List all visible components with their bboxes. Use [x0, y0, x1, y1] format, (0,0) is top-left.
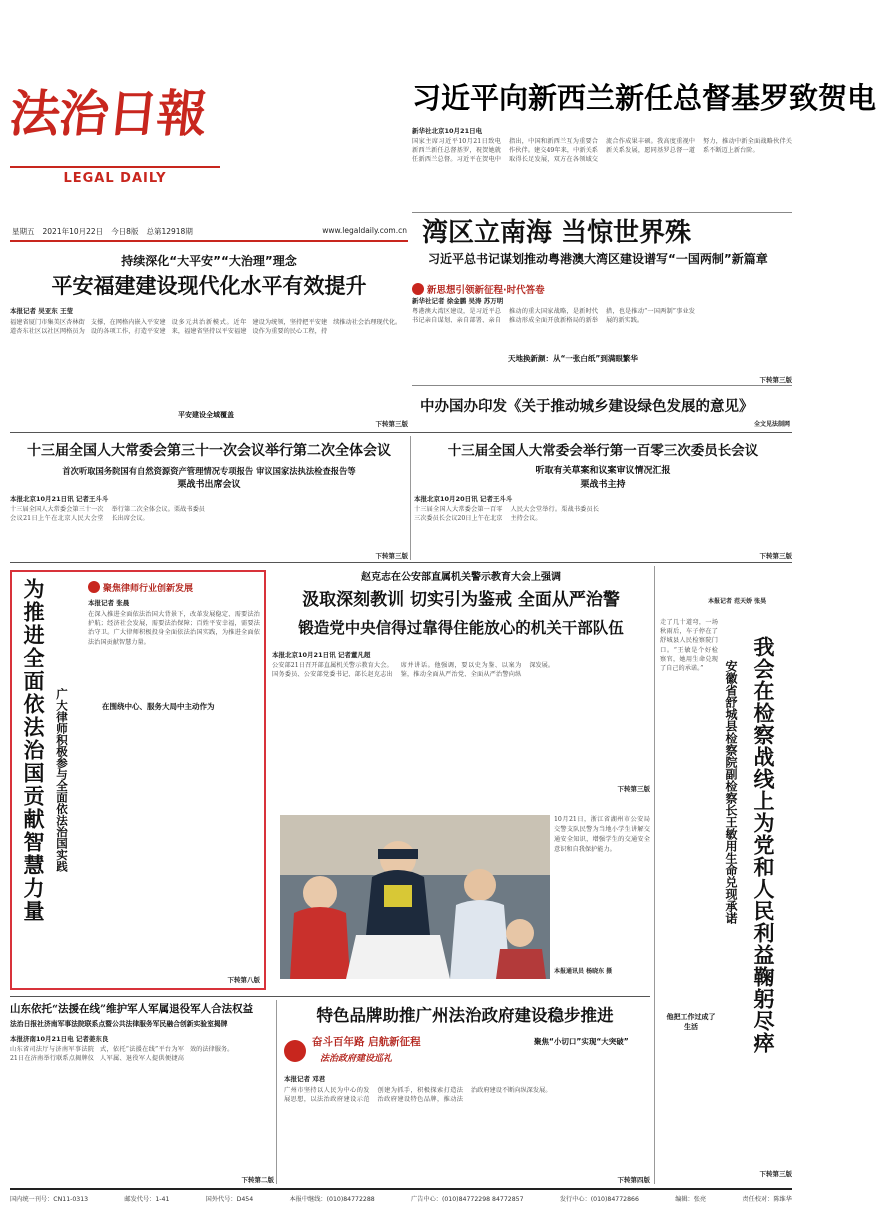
- npc2-more[interactable]: 下转第三版: [759, 552, 792, 560]
- footer-cn: 国内统一刊号：CN11-0313: [10, 1196, 89, 1203]
- lawyers-series: [88, 576, 264, 592]
- npc1-article: [10, 438, 408, 560]
- photo-credit: 本报通讯员 杨晓东 摄: [554, 968, 613, 975]
- pingan-more[interactable]: 下转第三版: [375, 420, 408, 428]
- prosecutor-section: 他把工作过成了生活: [666, 1013, 716, 1031]
- masthead-info: [12, 226, 407, 240]
- guangzhou-more[interactable]: 下转第四版: [617, 1176, 650, 1184]
- bay-byline: 新华社记者 徐金鹏 吴涛 苏万明: [412, 297, 504, 305]
- lawyers-section: 在围绕中心、服务大局中主动作为: [102, 702, 215, 711]
- npc2-dateline: 本报北京10月20日讯 记者王斗斗: [414, 495, 513, 503]
- lawyers-more[interactable]: 下转第八版: [227, 976, 260, 984]
- page-count: 今日8版: [111, 227, 139, 236]
- footer-post: 邮发代号：1-41: [124, 1196, 170, 1203]
- lawyers-headline[interactable]: 为推进全面依法治国贡献智慧力量: [21, 578, 46, 923]
- news-photo: [280, 815, 550, 979]
- masthead-logo: [6, 58, 220, 196]
- zhao-body: 公安部21日召开部直属机关警示教育大会。国务委员、公安部党委书记、部长赵克志出席并讲话。他强调，要以史为鉴、以案为鉴，推动全面从严治党、全面从严治警向纵深发展。: [272, 662, 555, 679]
- footer: [10, 1194, 792, 1208]
- npc1-headline[interactable]: 十三届全国人大常委会第三十一次会议举行第二次全体会议: [27, 443, 391, 459]
- npc2-subheadline2: 栗战书主持: [580, 480, 626, 490]
- guangzhou-subheadline: 聚焦“小切口”实现“大突破”: [534, 1037, 629, 1046]
- npc2-headline[interactable]: 十三届全国人大常委会举行第一百零三次委员长会议: [447, 443, 759, 459]
- lawyers-body: 在深入推进全面依法治国大背景下，改革发展稳定、需要法治护航；经济社会发展，需要法治保障；百姓平安幸福，需要法治守卫。广大律师积极投身全面依法治国实践，为推进全面依法治国贡献智慧力量。: [88, 611, 260, 646]
- bay-more[interactable]: 下转第三版: [759, 376, 792, 384]
- pingan-body: 福建省厦门市集美区杏林街道杏东社区以社区网格员为支撑，在网格内嵌入平安建设的各项工作，打造平安建设多元共治新模式。近年来，福建省坚持以平安福建建设为统领，坚持把平安建设作为重要的民心工程，持续推动社会治理现代化。: [10, 319, 402, 336]
- green-article: [412, 390, 792, 428]
- prosecutor-more[interactable]: 下转第三版: [759, 1170, 792, 1178]
- bay-article: [412, 216, 792, 276]
- shandong-dateline: 本报济南10月21日电 记者姜东良: [10, 1035, 109, 1043]
- prosecutor-byline: 本报记者 范天娇 张昊: [708, 598, 767, 605]
- npc1-dateline: 本报北京10月21日讯 记者王斗斗: [10, 495, 109, 503]
- guangzhou-body: 广州市坚持以人民为中心的发展思想，以法治政府建设示范创建为抓手，积极探索打造法治政府建设特色品牌，推动法治政府建设不断向纵深发展。: [284, 1087, 552, 1104]
- lawyers-byline: 本报记者 张晨: [88, 599, 130, 607]
- green-note: 全文见法制网: [753, 421, 790, 428]
- pingan-article: [10, 252, 408, 428]
- lead-article: [412, 72, 876, 212]
- guangzhou-headline[interactable]: 特色品牌助推广州法治政府建设稳步推进: [316, 1006, 614, 1025]
- zhao-more[interactable]: 下转第三版: [617, 785, 650, 793]
- site-url[interactable]: www.legaldaily.com.cn: [322, 226, 407, 235]
- lead-dateline: 新华社北京10月21日电: [412, 127, 483, 135]
- guangzhou-banner: [284, 1034, 464, 1070]
- npc2-article: [414, 438, 792, 560]
- bay-series: [412, 278, 612, 294]
- pingan-section: 平安建设全域覆盖: [178, 411, 234, 419]
- npc1-subheadline: 首次听取国务院国有自然资源资产管理情况专项报告 审议国家法执法检查报告等: [62, 466, 356, 476]
- footer-editor: 编辑：张亮: [675, 1196, 707, 1203]
- banner-title: 奋斗百年路 启航新征程: [312, 1036, 421, 1048]
- footer-proof: 责任校对：陈维华: [742, 1196, 792, 1203]
- bay-headline[interactable]: 湾区立南海 当惊世界殊: [422, 218, 692, 248]
- lawyers-headline-block: [18, 578, 80, 984]
- lawyers-subheadline: 广大律师积极参与全面依法治国实践: [55, 688, 69, 872]
- seal-icon: [412, 283, 424, 295]
- npc1-body: 十三届全国人大常委会第三十一次会议21日上午在北京人民大会堂举行第二次全体会议。栗战书委员长出席会议。: [10, 506, 205, 523]
- shandong-subheadline: 法治日报社济南军事法院联系点暨公共法律服务军民融合创新实验室揭牌: [10, 1020, 228, 1028]
- npc1-more[interactable]: 下转第三版: [375, 552, 408, 560]
- issue-date: 2021年10月22日: [42, 227, 104, 236]
- green-headline[interactable]: 中办国办印发《关于推动城乡建设绿色发展的意见》: [420, 398, 754, 415]
- lead-headline[interactable]: 习近平向新西兰新任总督基罗致贺电: [412, 81, 876, 115]
- footer-office: 本报中继线：(010)84772288: [289, 1196, 375, 1203]
- bay-inner-heading: 天地换新颜：从“一张白纸”到满眼繁华: [508, 354, 638, 363]
- photo-caption: 10月21日，浙江省湖州市公安局交警支队民警为当地小学生讲解交通安全知识，增强学生的交通安全意识和自我保护能力。: [554, 816, 650, 853]
- shandong-more[interactable]: 下转第二版: [241, 1176, 274, 1184]
- bay-subheadline: 习近平总书记谋划推动粤港澳大湾区建设谱写“一国两制”新篇章: [428, 252, 768, 266]
- banner-subtitle: 法治政府建设巡礼: [320, 1054, 393, 1064]
- masthead-english: LEGAL DAILY: [63, 171, 167, 186]
- lead-body: 国家主席习近平10月21日致电新西兰新任总督基罗，祝贺她就任新西兰总督。习近平在贺电中指出，中国和新西兰互为重要合作伙伴。建交49年来，中新关系取得长足发展，双方在各领域交流合作成果丰硕。我高度重视中新关系发展，愿同基罗总督一道努力，推动中新全面战略伙伴关系不断迈上新台阶。: [412, 138, 792, 164]
- bay-series-label: 新思想引领新征程·时代答卷: [427, 285, 545, 296]
- prosecutor-article: [658, 566, 794, 1184]
- shandong-article: [10, 1000, 274, 1184]
- zhao-headline-2[interactable]: 锻造党中央信得过靠得住能放心的机关干部队伍: [298, 618, 624, 637]
- seal-icon: [284, 1040, 306, 1062]
- lawyers-article: [10, 570, 266, 990]
- npc2-body: 十三届全国人大常委会第一百零三次委员长会议20日上午在北京人民大会堂举行。栗战书委员长主持会议。: [414, 506, 599, 523]
- weekday: 星期五: [12, 227, 35, 236]
- zhao-headline-1[interactable]: 汲取深刻教训 切实引为鉴戒 全面从严治警: [302, 590, 620, 610]
- footer-dist: 发行中心：(010)84772866: [559, 1196, 639, 1203]
- issue-number: 总第12918期: [146, 227, 193, 236]
- photo-illustration: [280, 815, 550, 979]
- pingan-headline[interactable]: 平安福建建设现代化水平有效提升: [51, 273, 367, 298]
- prosecutor-headline[interactable]: 我会在检察战线上为党和人民利益鞠躬尽瘁: [751, 636, 776, 1054]
- shandong-body: 山东省司法厅与济南军事法院21日在济南举行联系点揭牌仪式，依托“法援在线”平台为军人军属、退役军人提供便捷高效的法律服务。: [10, 1046, 234, 1063]
- lawyers-series-label: 聚焦律师行业创新发展: [103, 584, 194, 594]
- prosecutor-body: 走了几十道弯，一场秋雨后，车子停在了舒城县人民检察院门口。“王敏是个好检察官，她用生命兑现了自己的承诺。”: [660, 619, 718, 673]
- shandong-headline[interactable]: 山东依托“法援在线”维护军人军属退役军人合法权益: [10, 1003, 254, 1015]
- photo-caption-block: [554, 815, 650, 979]
- guangzhou-article: [280, 1002, 650, 1184]
- zhao-dateline: 本报北京10月21日讯 记者董凡超: [272, 651, 371, 659]
- prosecutor-subheadline: 安徽省舒城县检察院副检察长王敏用生命兑现承诺: [724, 660, 738, 924]
- npc1-subheadline2: 栗战书出席会议: [177, 480, 241, 490]
- footer-ads: 广告中心：(010)84772298 84772857: [411, 1196, 524, 1203]
- zhao-article: [272, 570, 650, 814]
- masthead-title: 法治日報: [6, 84, 210, 143]
- bay-body: 粤港澳大湾区建设，是习近平总书记亲自谋划、亲自部署、亲自推动的重大国家战略，是新时代推动形成全面开放新格局的新举措，也是推动“一国两制”事业发展的新实践。: [412, 308, 695, 325]
- footer-intl: 国外代号：D454: [205, 1196, 254, 1203]
- npc2-subheadline: 听取有关草案和议案审议情况汇报: [535, 466, 671, 476]
- pingan-byline: 本报记者 吴亚东 王莹: [10, 307, 74, 315]
- pingan-kicker: 持续深化“大平安”“大治理”理念: [121, 254, 297, 268]
- seal-icon: [88, 581, 100, 593]
- zhao-kicker: 赵克志在公安部直属机关警示教育大会上强调: [361, 572, 561, 583]
- bay-column-text: [412, 296, 792, 384]
- guangzhou-byline: 本报记者 邓君: [284, 1075, 326, 1083]
